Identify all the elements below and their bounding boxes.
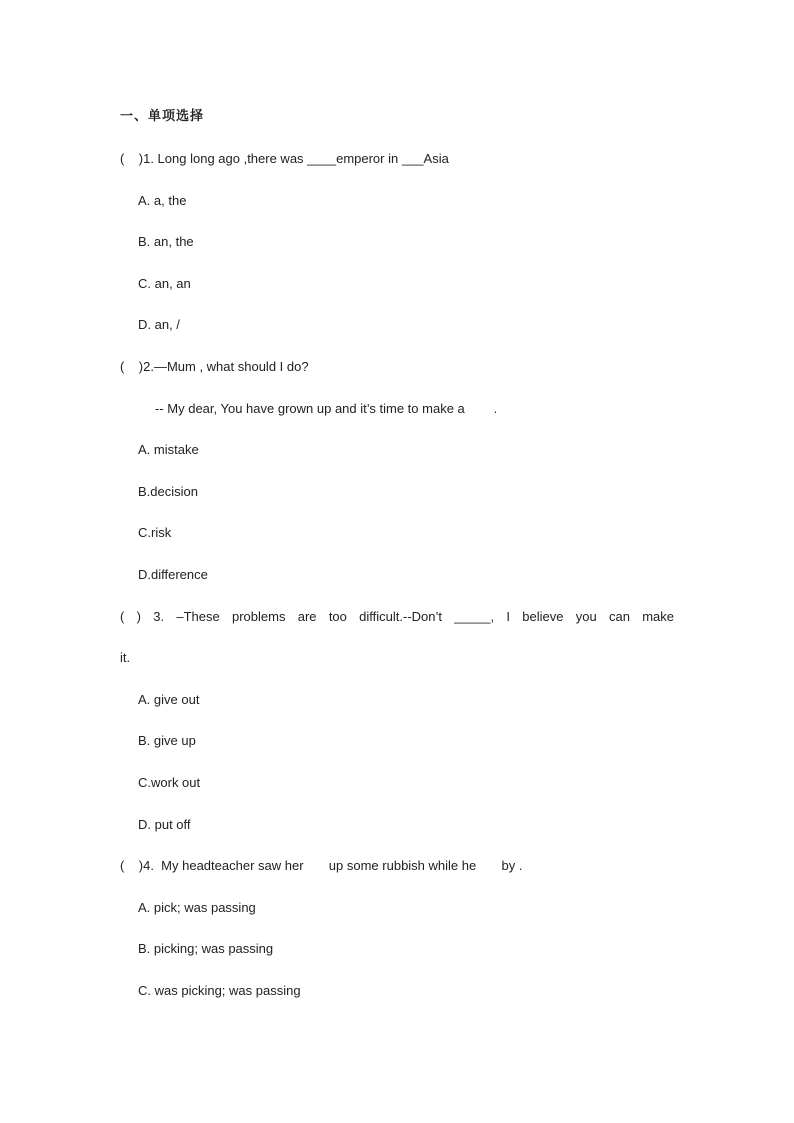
- question-3-option-c: C.work out: [138, 775, 201, 790]
- question-1-stem: ( )1. Long long ago ,there was ____emperor in ___Asia: [120, 151, 449, 166]
- question-2-option-c: C.risk: [138, 525, 172, 540]
- question-2-option-d: D.difference: [138, 567, 208, 582]
- question-2-option-b: B.decision: [138, 484, 198, 499]
- question-3-option-b: B. give up: [138, 733, 196, 748]
- question-2-stem-line2: -- My dear, You have grown up and it’s time to make a .: [155, 401, 498, 416]
- question-3-option-d: D. put off: [138, 817, 191, 832]
- question-1-option-c: C. an, an: [138, 276, 191, 291]
- question-1-option-b: B. an, the: [138, 234, 194, 249]
- question-3-option-a: A. give out: [138, 692, 200, 707]
- question-2-option-a: A. mistake: [138, 442, 199, 457]
- question-1-option-a: A. a, the: [138, 193, 187, 208]
- question-4-option-a: A. pick; was passing: [138, 900, 256, 915]
- question-1-option-d: D. an, /: [138, 317, 180, 332]
- question-4-option-c: C. was picking; was passing: [138, 983, 301, 998]
- question-4-stem: ( )4. My headteacher saw her up some rubbish while he by .: [120, 858, 523, 873]
- question-3-stem: ( ) 3. –These problems are too difficult.--Don’t _____, I believe you can make: [120, 609, 674, 624]
- question-3-stem-line2: it.: [120, 650, 131, 665]
- question-2-stem: ( )2.—Mum , what should I do?: [120, 359, 309, 374]
- section-title: 一、单项选择: [120, 109, 205, 124]
- question-4-option-b: B. picking; was passing: [138, 941, 274, 956]
